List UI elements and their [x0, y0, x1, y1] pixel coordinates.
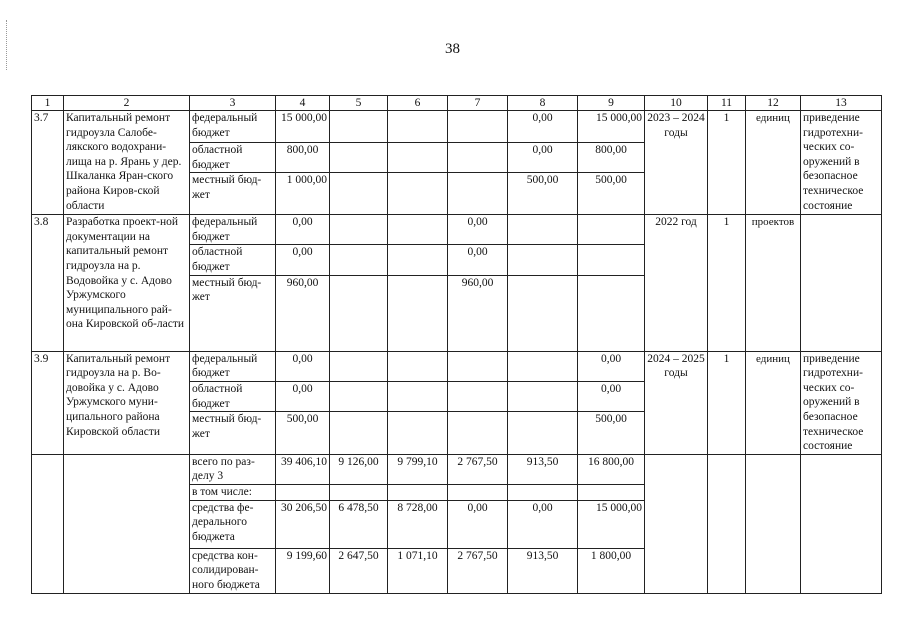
source-cell: федеральный бюджет [190, 215, 276, 245]
value-cell [330, 173, 388, 215]
header-cell: 1 [32, 96, 64, 111]
value-cell: 6 478,50 [330, 500, 388, 548]
budget-table [31, 95, 882, 594]
header-cell: 2 [64, 96, 190, 111]
source-cell: областной бюджет [190, 143, 276, 173]
value-cell [448, 412, 508, 454]
value-cell: 16 800,00 [578, 454, 645, 484]
value-cell: 0,00 [508, 111, 578, 143]
value-cell [330, 351, 388, 381]
header-cell: 10 [645, 96, 708, 111]
item-number: 3.8 [32, 215, 64, 351]
value-cell: 0,00 [508, 143, 578, 173]
value-cell: 15 000,00 [578, 500, 645, 548]
quantity-cell: 1 [708, 351, 746, 454]
table-row [32, 111, 882, 143]
value-cell [448, 381, 508, 411]
value-cell: 15 000,00 [578, 111, 645, 143]
source-cell: областной бюджет [190, 245, 276, 275]
value-cell [330, 111, 388, 143]
item-number: 3.9 [32, 351, 64, 454]
value-cell: 0,00 [276, 381, 330, 411]
value-cell [330, 245, 388, 275]
value-cell: 0,00 [276, 215, 330, 245]
value-cell [330, 215, 388, 245]
empty-cell [32, 454, 64, 593]
value-cell: 0,00 [448, 245, 508, 275]
item-number: 3.7 [32, 111, 64, 215]
value-cell [388, 215, 448, 245]
source-cell: федеральный бюджет [190, 351, 276, 381]
value-cell [330, 381, 388, 411]
totals-row [32, 454, 882, 484]
value-cell [508, 412, 578, 454]
value-cell [388, 143, 448, 173]
value-cell: 9 126,00 [330, 454, 388, 484]
source-cell: в том числе: [190, 484, 276, 500]
value-cell: 0,00 [448, 215, 508, 245]
period-cell: 2024 – 2025 годы [645, 351, 708, 454]
table-row [32, 215, 882, 245]
value-cell [448, 173, 508, 215]
empty-cell [645, 454, 708, 593]
value-cell [388, 484, 448, 500]
value-cell [388, 275, 448, 351]
empty-cell [746, 454, 801, 593]
value-cell: 0,00 [578, 381, 645, 411]
table-row [32, 351, 882, 381]
header-row [32, 96, 882, 111]
source-cell: местный бюд-жет [190, 275, 276, 351]
value-cell: 2 647,50 [330, 548, 388, 593]
value-cell: 500,00 [578, 173, 645, 215]
source-cell: всего по раз-делу 3 [190, 454, 276, 484]
source-cell: местный бюд-жет [190, 173, 276, 215]
header-cell: 5 [330, 96, 388, 111]
unit-cell: единиц [746, 111, 801, 215]
value-cell [330, 484, 388, 500]
page-number: 38 [445, 41, 460, 57]
value-cell: 1 800,00 [578, 548, 645, 593]
value-cell [448, 484, 508, 500]
empty-cell [64, 454, 190, 593]
header-cell: 12 [746, 96, 801, 111]
result-cell: приведение гидротехни-ческих со-оружений в безопасное техническое состояние [801, 351, 882, 454]
value-cell: 30 206,50 [276, 500, 330, 548]
source-cell: федеральный бюджет [190, 111, 276, 143]
value-cell: 0,00 [508, 500, 578, 548]
value-cell [330, 275, 388, 351]
value-cell: 500,00 [508, 173, 578, 215]
value-cell [578, 484, 645, 500]
value-cell [388, 245, 448, 275]
item-name: Капитальный ремонт гидроузла на р. Во-довойка у с. Адово Уржумского муни-ципального района Кировской области [64, 351, 190, 454]
value-cell: 500,00 [578, 412, 645, 454]
period-cell: 2023 – 2024 годы [645, 111, 708, 215]
value-cell [388, 351, 448, 381]
value-cell [388, 111, 448, 143]
value-cell: 0,00 [578, 351, 645, 381]
value-cell [508, 245, 578, 275]
item-name: Разработка проект-ной документации на капитальный ремонт гидроузла на р. Водовойка у с. Адово Уржумского муниципального рай-она Кировской об-ласти [64, 215, 190, 351]
value-cell: 39 406,10 [276, 454, 330, 484]
empty-cell [801, 454, 882, 593]
value-cell: 9 799,10 [388, 454, 448, 484]
value-cell [448, 111, 508, 143]
header-cell: 11 [708, 96, 746, 111]
value-cell: 0,00 [276, 245, 330, 275]
empty-cell [708, 454, 746, 593]
value-cell: 960,00 [276, 275, 330, 351]
header-cell: 8 [508, 96, 578, 111]
value-cell: 960,00 [448, 275, 508, 351]
value-cell [388, 381, 448, 411]
source-cell: областной бюджет [190, 381, 276, 411]
value-cell [276, 484, 330, 500]
value-cell: 1 000,00 [276, 173, 330, 215]
value-cell: 9 199,60 [276, 548, 330, 593]
value-cell: 500,00 [276, 412, 330, 454]
header-cell: 4 [276, 96, 330, 111]
result-cell [801, 215, 882, 351]
value-cell: 800,00 [276, 143, 330, 173]
result-cell: приведение гидротехни-ческих со-оружений в безопасное техническое состояние [801, 111, 882, 215]
value-cell [388, 173, 448, 215]
item-name: Капитальный ремонт гидроузла Салобе-лякского водохрани-лища на р. Ярань у дер. Шкаланка Яран-ского района Киров-ской области [64, 111, 190, 215]
header-cell: 13 [801, 96, 882, 111]
value-cell [508, 215, 578, 245]
header-cell: 7 [448, 96, 508, 111]
value-cell [330, 143, 388, 173]
header-cell: 3 [190, 96, 276, 111]
value-cell: 2 767,50 [448, 454, 508, 484]
value-cell [508, 351, 578, 381]
value-cell [508, 381, 578, 411]
quantity-cell: 1 [708, 215, 746, 351]
header-cell: 9 [578, 96, 645, 111]
source-cell: средства фе-дерального бюджета [190, 500, 276, 548]
value-cell: 8 728,00 [388, 500, 448, 548]
value-cell: 913,50 [508, 454, 578, 484]
unit-cell: единиц [746, 351, 801, 454]
value-cell: 0,00 [448, 500, 508, 548]
value-cell [508, 484, 578, 500]
source-cell: местный бюд-жет [190, 412, 276, 454]
value-cell: 15 000,00 [276, 111, 330, 143]
value-cell [578, 245, 645, 275]
period-cell: 2022 год [645, 215, 708, 351]
value-cell: 1 071,10 [388, 548, 448, 593]
value-cell [578, 275, 645, 351]
value-cell [578, 215, 645, 245]
value-cell: 0,00 [276, 351, 330, 381]
value-cell: 800,00 [578, 143, 645, 173]
header-cell: 6 [388, 96, 448, 111]
quantity-cell: 1 [708, 111, 746, 215]
value-cell [330, 412, 388, 454]
value-cell [448, 143, 508, 173]
source-cell: средства кон-солидирован-ного бюджета [190, 548, 276, 593]
value-cell: 2 767,50 [448, 548, 508, 593]
unit-cell: проектов [746, 215, 801, 351]
value-cell: 913,50 [508, 548, 578, 593]
value-cell [508, 275, 578, 351]
value-cell [388, 412, 448, 454]
value-cell [448, 351, 508, 381]
